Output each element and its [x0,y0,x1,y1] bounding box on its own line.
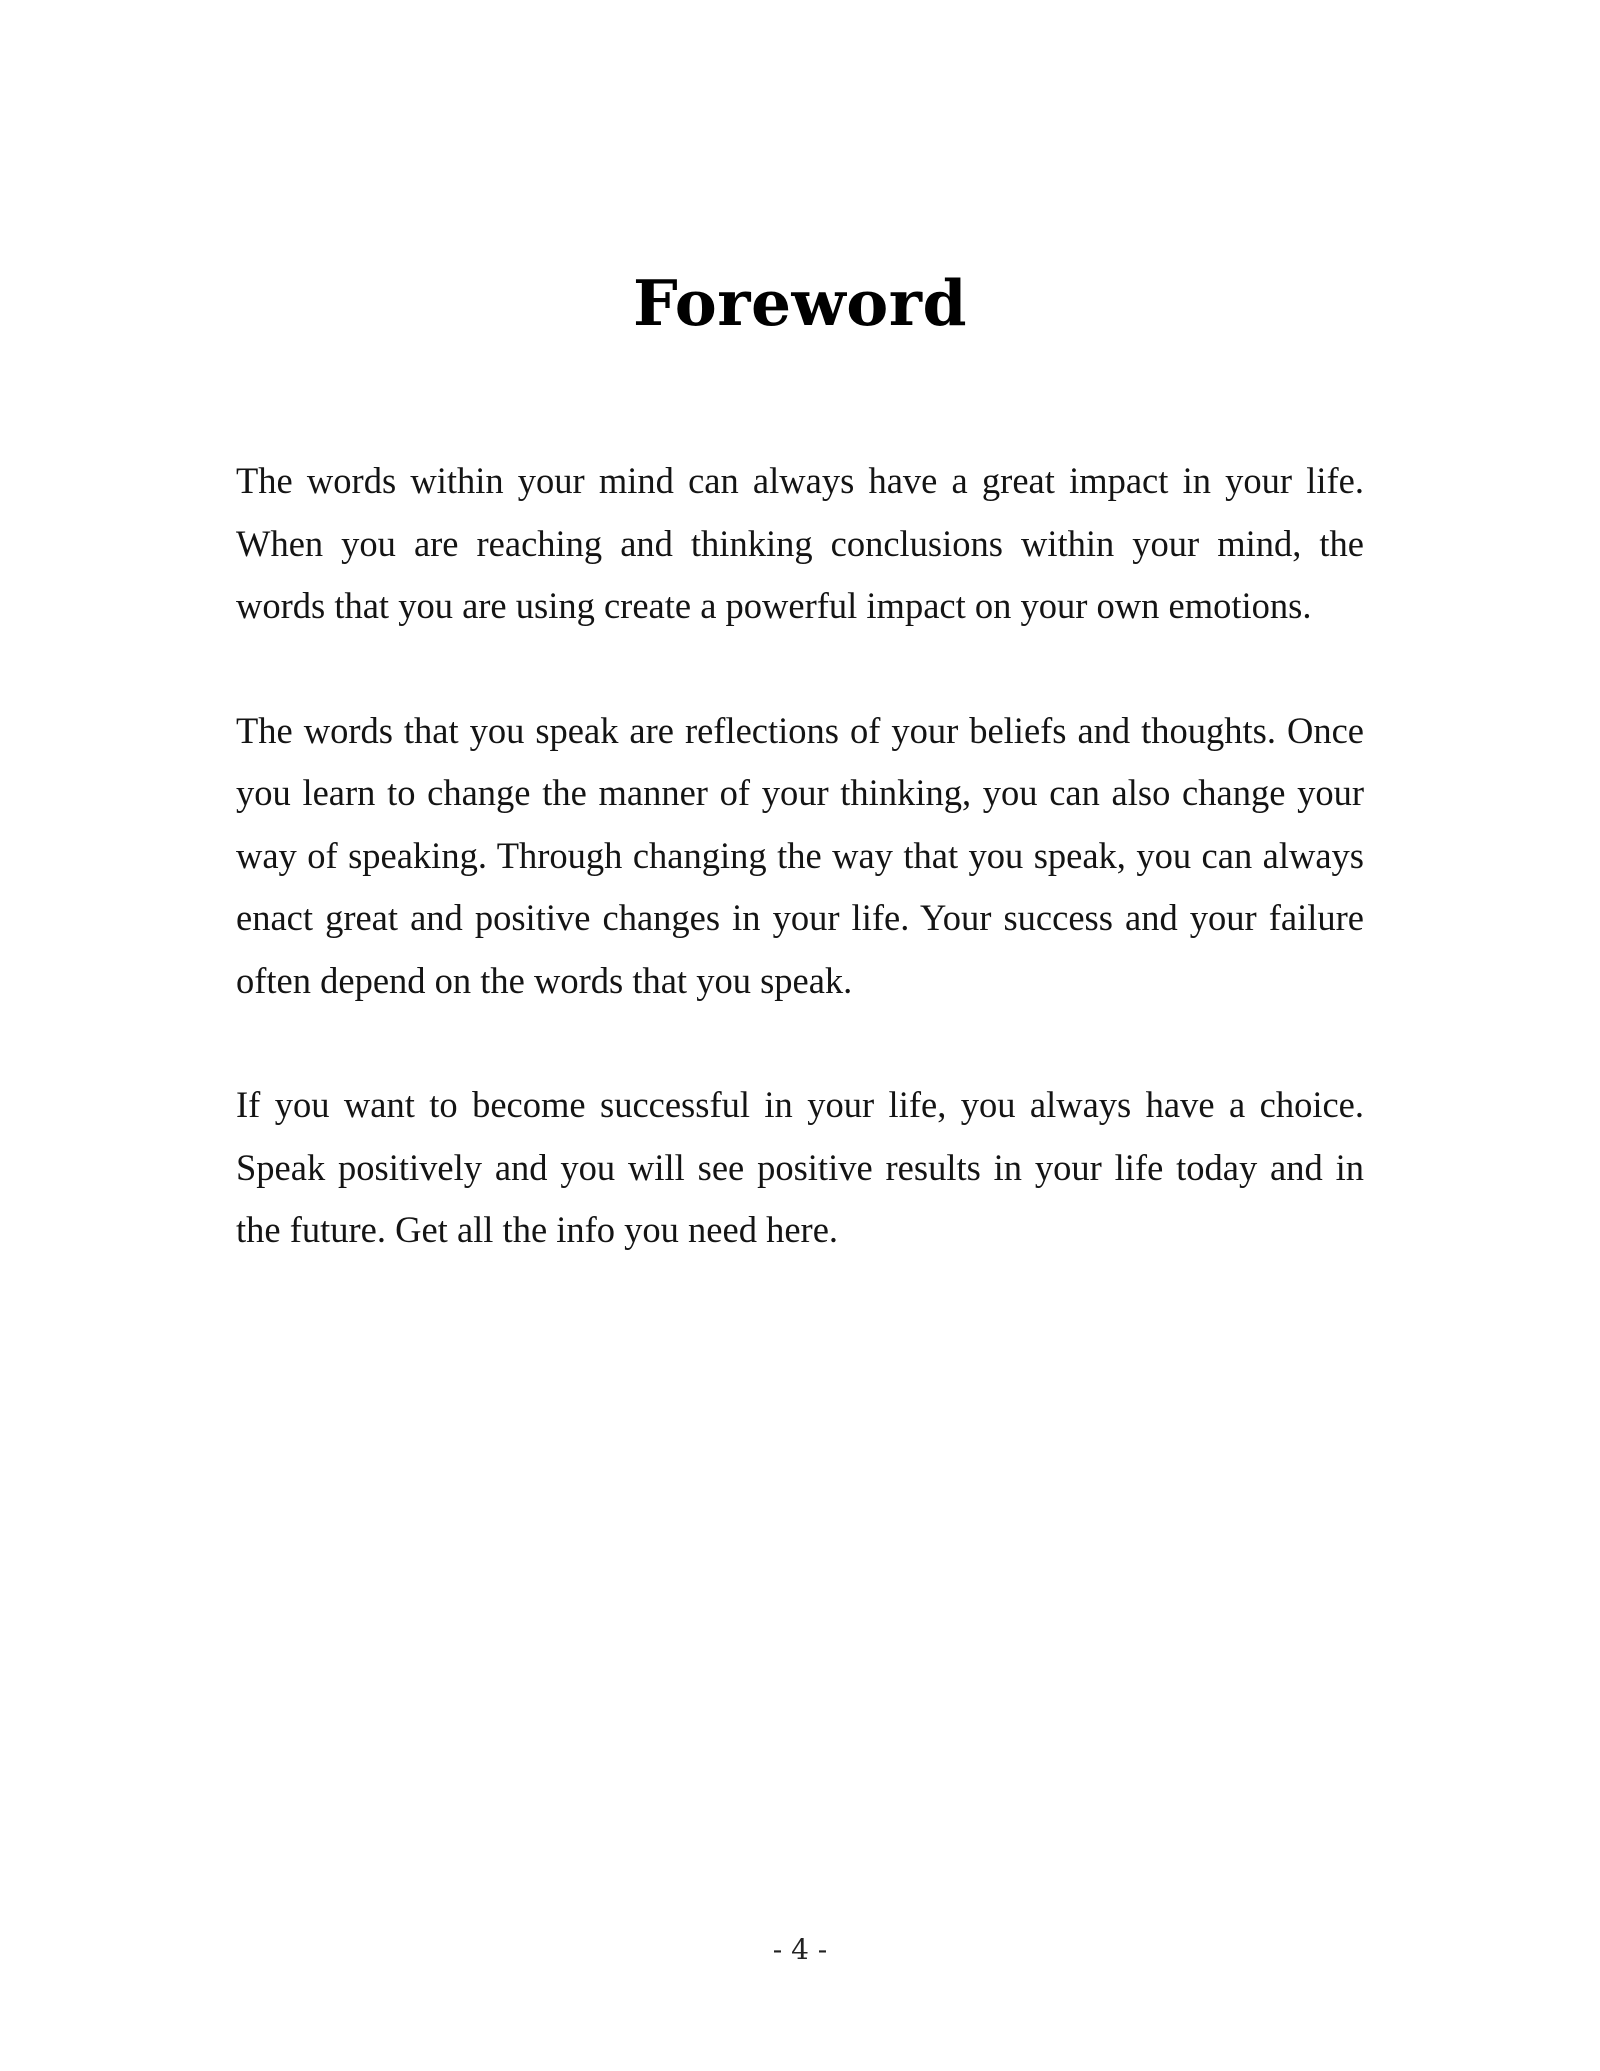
body-text [236,450,1364,1324]
page-title: Foreword [632,266,968,340]
page-number: - 4 - [772,1933,828,1966]
paragraph-3: If you want to become successful in your life, you always have a choice. Speak positively and you will see positive results in your life today and in the future. Get all the info you need here. [236,1084,1364,1250]
paragraph-2: The words that you speak are reflections of your beliefs and thoughts. Once you learn to change the manner of your thinking, you can also change your way of speaking. Through changing the way that you speak, you can always enact great and positive changes in your life. Your success and your failure often depend on the words that you speak. [236,709,1364,1001]
paragraph-1: The words within your mind can always have a great impact in your life. When you are reaching and thinking conclusions within your mind, the words that you are using create a powerful impact on your own emotions. [236,460,1364,626]
